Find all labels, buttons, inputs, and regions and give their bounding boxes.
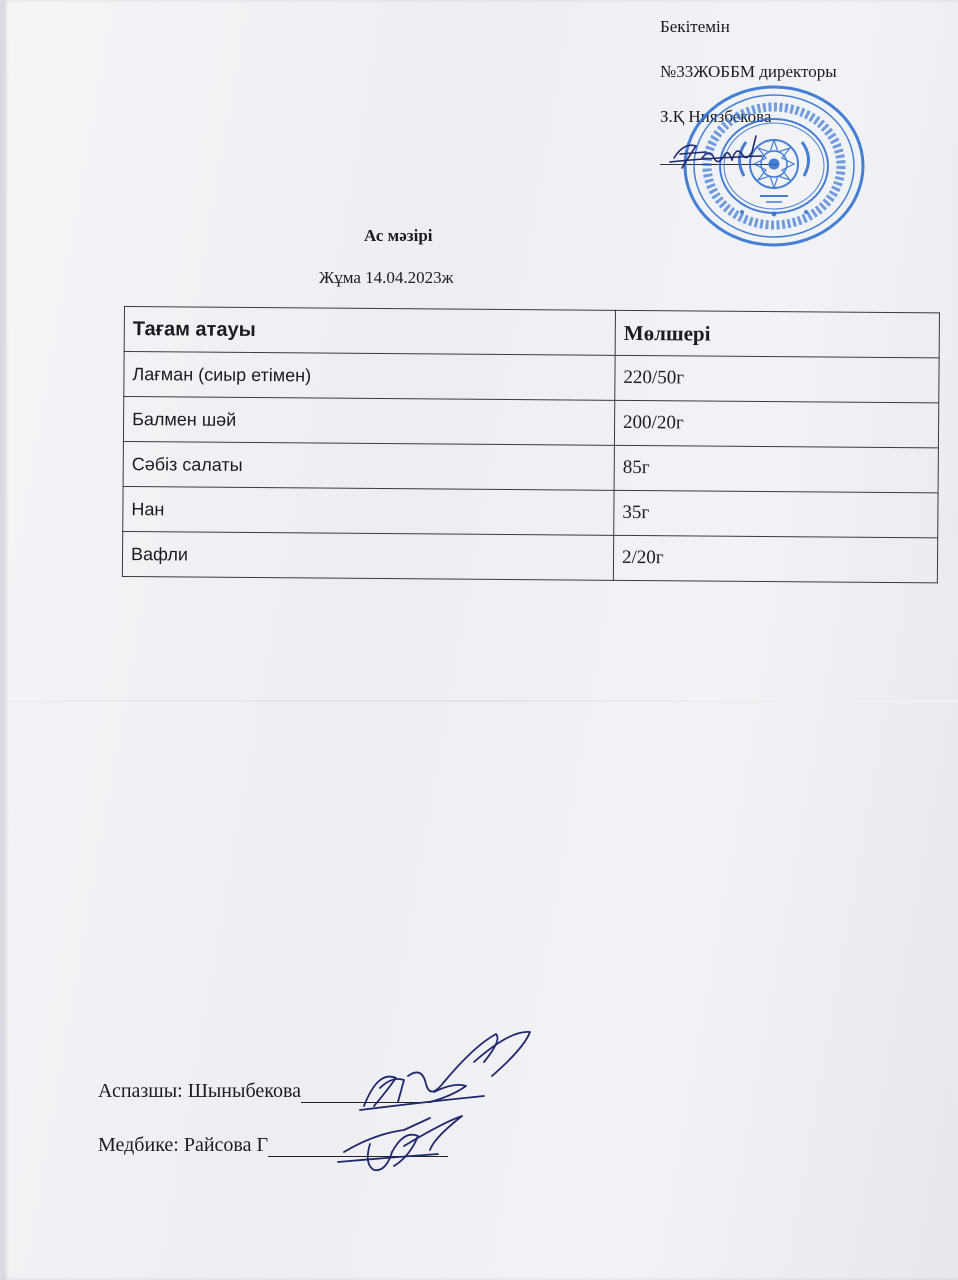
dish-name-cell: Вафли bbox=[122, 531, 613, 580]
document-date: Жұма 14.04.2023ж bbox=[319, 268, 454, 287]
dish-name-cell: Нан bbox=[123, 486, 614, 535]
director-signature bbox=[666, 128, 786, 178]
column-header-dish-name: Тағам атауы bbox=[124, 307, 615, 356]
column-header-quantity: Мөлшері bbox=[615, 310, 939, 358]
quantity-cell: 220/50г bbox=[615, 355, 939, 403]
cook-label: Аспазшы: Шыныбекова bbox=[98, 1080, 301, 1102]
quantity-cell: 35г bbox=[614, 490, 938, 538]
table-row bbox=[123, 441, 938, 492]
document-page bbox=[4, 0, 958, 1280]
table-row bbox=[123, 397, 938, 448]
paper-fold bbox=[4, 700, 958, 702]
table-header-row bbox=[124, 307, 939, 358]
quantity-cell: 200/20г bbox=[614, 400, 938, 448]
approval-heading: Бекітемін bbox=[660, 17, 730, 36]
quantity-cell: 2/20г bbox=[613, 535, 937, 583]
table-row bbox=[123, 486, 938, 537]
document-title: Ас мәзірі bbox=[364, 226, 433, 245]
approval-position: №33ЖОББМ директоры bbox=[660, 62, 837, 81]
dish-name-cell: Балмен шәй bbox=[123, 397, 614, 446]
nurse-label: Медбике: Райсова Г bbox=[98, 1134, 269, 1156]
staff-signatures bbox=[334, 1026, 544, 1186]
quantity-cell: 85г bbox=[614, 445, 938, 493]
dish-name-cell: Лағман (сиыр етімен) bbox=[124, 352, 615, 401]
menu-table bbox=[122, 306, 940, 583]
table-row bbox=[122, 531, 937, 582]
table-row bbox=[124, 352, 939, 403]
dish-name-cell: Сәбіз салаты bbox=[123, 441, 614, 490]
approval-director-name: З.Қ Ниязбекова bbox=[660, 107, 772, 126]
